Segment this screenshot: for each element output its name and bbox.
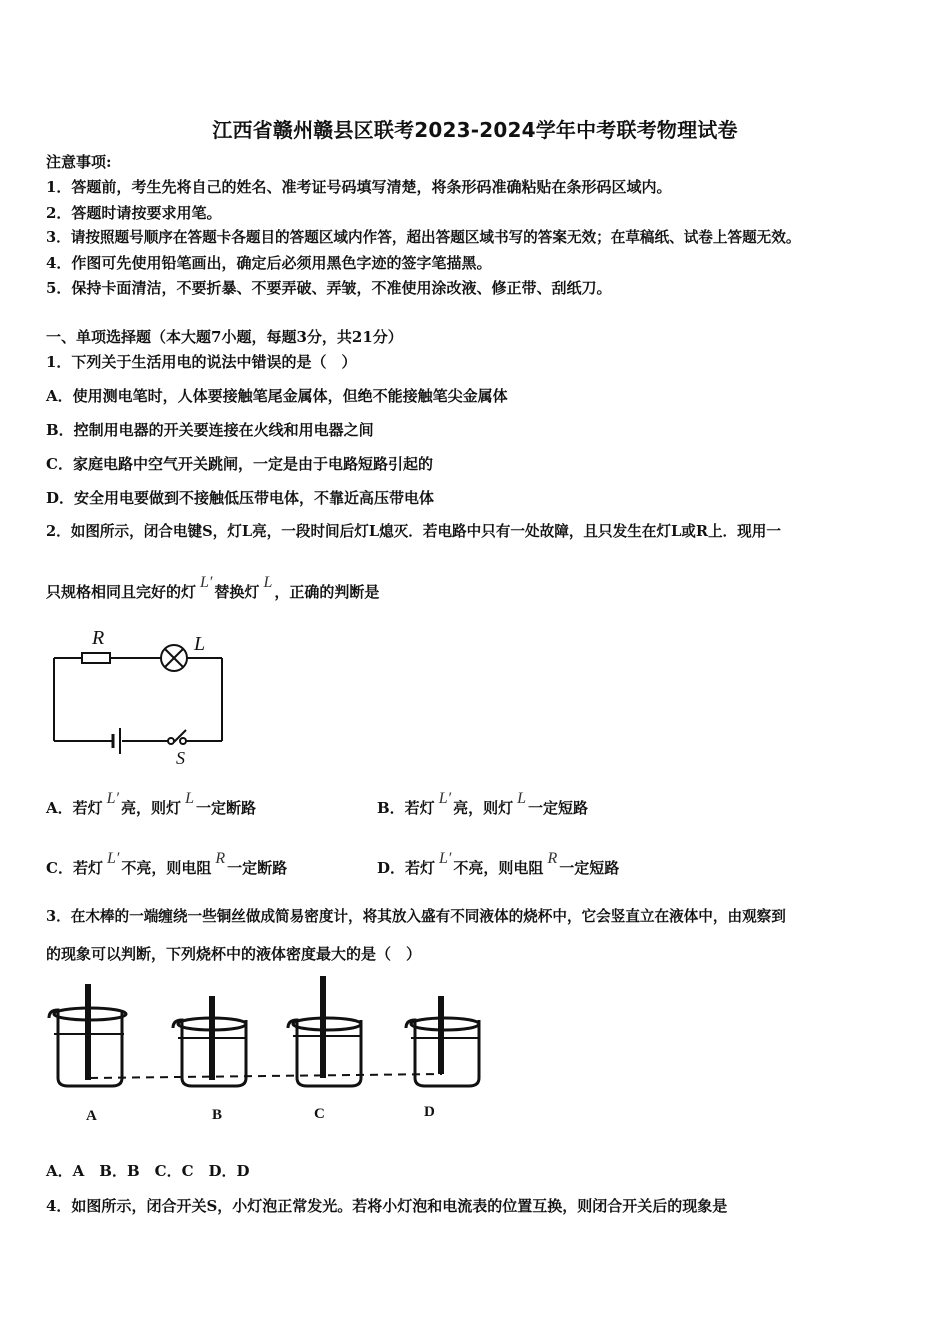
option-text: 一定短路 [559,859,620,877]
question-3-stem-line1: 3．在木棒的一端缠绕一些铜丝做成简易密度计，将其放入盛有不同液体的烧杯中，它会竖直立在液体中，由观察到 [46,908,786,925]
symbol-r: R [547,850,558,867]
symbol-l-prime: L′ [438,790,452,807]
question-2-option-c [46,850,288,879]
option-text: 不亮，则电阻 [121,859,212,877]
beaker-label-a: A [86,1108,97,1124]
question-1-option-d: D．安全用电要做到不接触低压带电体，不靠近高压带电体 [46,489,435,507]
beakers-diagram [40,970,500,1130]
label-l: L [194,633,206,655]
beaker-b [173,996,246,1086]
question-1-option-c: C．家庭电路中空气开关跳闸，一定是由于电路短路引起的 [46,455,433,473]
symbol-l: L [185,790,194,807]
resistor-symbol [82,653,110,663]
option-text: C．若灯 [46,859,103,877]
option-text: 不亮，则电阻 [453,859,544,877]
beaker-label-b: B [212,1107,223,1123]
question-2-option-d [377,850,620,879]
notice-item: 5．保持卡面清洁，不要折暴、不要弄破、弄皱，不准使用涂改液、修正带、刮纸刀。 [46,279,612,297]
question-1-option-a: A．使用测电笔时，人体要接触笔尾金属体，但绝不能接触笔尖金属体 [46,387,508,405]
option-text: 一定短路 [528,799,589,817]
notice-item: 4．作图可先使用铅笔画出，确定后必须用黑色字迹的签字笔描黑。 [46,254,492,272]
option-text: D．若灯 [377,859,436,877]
notice-item: 3．请按照题号顺序在答题卡各题目的答题区域内作答，超出答题区域书写的答案无效；在草稿纸、试卷上答题无效。 [46,229,801,246]
question-2-stem-part: 只规格相同且完好的灯 [46,583,197,601]
question-4-stem: 4．如图所示，闭合开关S，小灯泡正常发光。若将小灯泡和电流表的位置互换，则闭合开关后的现象是 [46,1197,728,1215]
switch-contact [168,738,174,744]
option-text: B．若灯 [377,799,435,817]
symbol-r: R [215,850,226,867]
beaker-a [49,984,126,1086]
section-heading: 一、单项选择题（本大题7小题，每题3分，共21分） [46,328,403,346]
option-text: A．若灯 [46,799,103,817]
question-1-option-b: B．控制用电器的开关要连接在火线和用电器之间 [46,421,374,439]
symbol-l: L [263,574,273,591]
beaker-c [288,976,361,1086]
symbol-l: L [517,790,527,807]
notice-item: 1．答题前，考生先将自己的姓名、准考证号码填写清楚，将条形码准确粘贴在条形码区域内。 [46,178,672,196]
question-2-stem-part: ，正确的判断是 [274,583,380,601]
notice-item: 2．答题时请按要求用笔。 [46,204,222,222]
page-title: 江西省赣州赣县区联考2023-2024学年中考联考物理试卷 [212,118,738,142]
beaker-label-d: D [424,1104,435,1120]
symbol-l-prime: L′ [439,850,452,867]
question-2-stem-line1: 2．如图所示，闭合电键S，灯L亮，一段时间后灯L熄灭．若电路中只有一处故障，且只发生在灯L或R上．现用一 [46,523,781,540]
symbol-l-prime: L′ [106,790,120,807]
reference-dashed-line [90,1074,442,1078]
label-s: S [176,748,185,768]
symbol-l-prime: L′ [106,850,120,867]
question-2-option-a [46,790,256,819]
option-text: 一定断路 [227,859,288,877]
question-2-stem-part: 替换灯 [214,583,260,601]
question-2-stem-line2 [46,574,380,603]
option-text: 一定断路 [195,799,256,817]
option-text: 亮，则灯 [121,799,182,817]
beaker-d [406,996,479,1086]
option-text: 亮，则灯 [453,799,514,817]
question-1-stem: 1．下列关于生活用电的说法中错误的是（ ） [46,353,357,371]
notice-heading: 注意事项: [46,153,112,171]
label-r: R [92,627,105,649]
question-3-stem-line2: 的现象可以判断，下列烧杯中的液体密度最大的是（ ） [46,945,422,963]
question-3-options: A．A B．B C．C D．D [46,1162,250,1180]
question-2-option-b [377,790,589,819]
circuit-diagram [40,620,240,770]
symbol-l-prime: L′ [200,574,213,591]
switch-contact [180,738,186,744]
beaker-label-c: C [314,1106,325,1122]
